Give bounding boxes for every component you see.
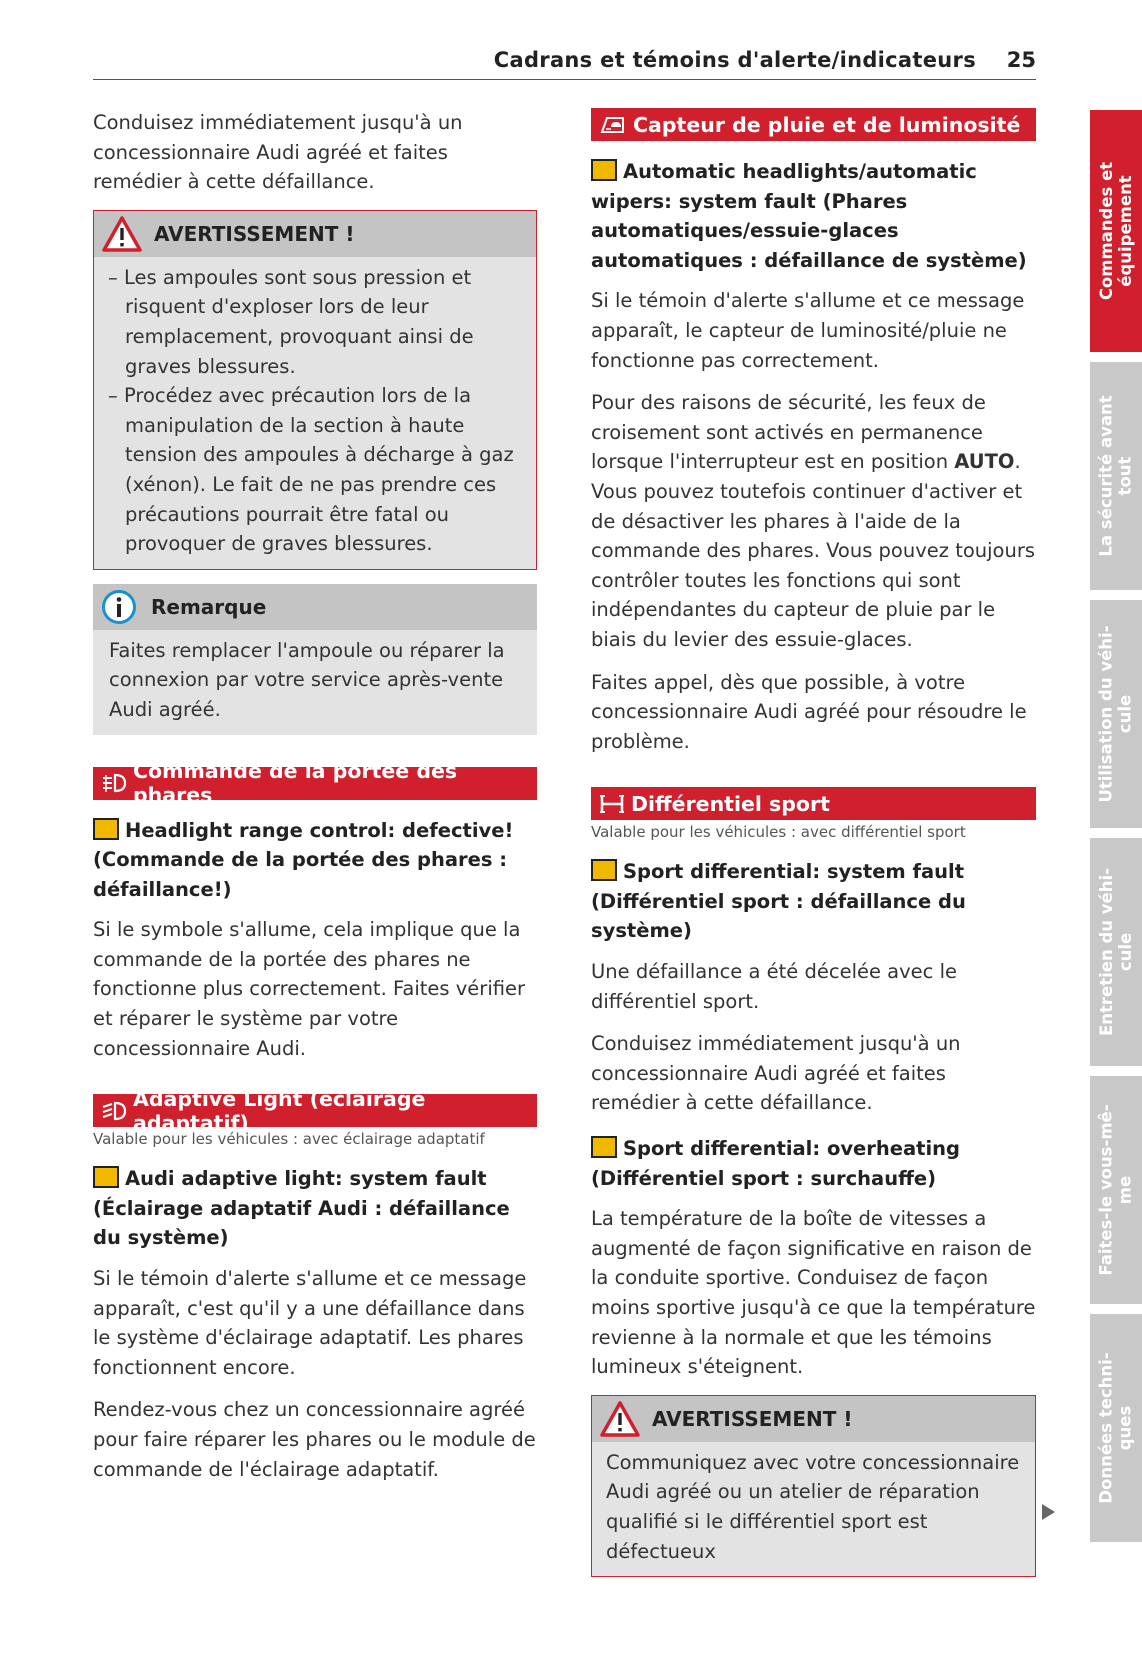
sport-diff-paragraph: La température de la boîte de vitesses a augmenté de façon significative en raison de la conduite sportive. Conduisez de façon moins sportive jusqu'à ce que la température revienne à la normale et que les témoins lumineux s'éteignent. — [591, 1207, 1036, 1379]
sport-diff-paragraph: Une défaillance a été décelée avec le différentiel sport. — [591, 960, 958, 1013]
headlight-range-indicator-icon — [93, 818, 119, 840]
warning-body — [94, 257, 536, 569]
section-header-adaptive-light — [93, 1086, 537, 1135]
headlight-range-paragraph: Si le symbole s'allume, cela implique que la commande de la portée des phares ne fonctionne plus correctement. Faites vérifier et réparer le système par votre concessionnaire Audi. — [93, 918, 526, 1060]
section-title: Commande de la portée des phares — [133, 759, 458, 807]
note-box — [93, 584, 537, 735]
subheading: Audi adaptive light: system fault (Éclairage adaptatif Audi : défaillance du système) — [93, 1167, 510, 1250]
warning-box — [591, 1395, 1036, 1577]
auto-switch-position: AUTO — [954, 450, 1015, 474]
adaptive-light-paragraph: Si le témoin d'alerte s'allume et ce message apparaît, c'est qu'il y a une défaillance dans le système d'éclairage adaptatif. Les phares fonctionnent encore. — [93, 1267, 527, 1379]
continue-arrow-icon — [1042, 1504, 1055, 1520]
section-header-headlight-range — [93, 759, 537, 807]
tab-entretien[interactable]: Entretien du véhi- cule — [1090, 838, 1142, 1066]
validity-note: Valable pour les véhicules : avec éclairage adaptatif — [93, 1130, 485, 1149]
page-number: 25 — [1006, 48, 1036, 72]
chapter-title: Cadrans et témoins d'alerte/indicateurs — [493, 48, 976, 72]
rain-light-sensor-icon — [599, 114, 627, 136]
section-header-rain-light-sensor — [591, 108, 1036, 141]
section-title: Différentiel sport — [631, 791, 830, 816]
sport-differential-indicator-icon — [591, 1136, 617, 1158]
tab-commandes-equipement[interactable]: Commandes et équipement — [1090, 110, 1142, 352]
warning-text: Communiquez avec votre concessionnaire Audi agréé ou un atelier de réparation qualifié si le différentiel sport est défectueux — [606, 1450, 1020, 1563]
subheading: Headlight range control: defective! (Commande de la portée des phares : défaillance!) — [93, 818, 514, 901]
adaptive-light-icon — [101, 1100, 127, 1122]
tab-utilisation[interactable]: Utilisation du véhi- cule — [1090, 600, 1142, 828]
left-column — [93, 108, 537, 1497]
info-icon — [101, 589, 137, 625]
warning-box — [93, 210, 537, 570]
warning-triangle-icon — [102, 216, 142, 252]
subheading: Sport differential: overheating (Différentiel sport : surchauffe) — [591, 1137, 961, 1190]
subheading: Automatic headlights/automatic wipers: system fault (Phares automatiques/essuie-glaces automatiques : défaillance de système) — [591, 160, 1027, 272]
adaptive-light-paragraph: Rendez-vous chez un concessionnaire agréé pour faire réparer les phares ou le module de commande de l'éclairage adaptatif. — [93, 1398, 536, 1481]
warning-label: AVERTISSEMENT ! — [652, 1406, 853, 1431]
page-header — [93, 44, 1036, 80]
tab-donnees-techniques[interactable]: Données techni- ques — [1090, 1314, 1142, 1542]
warning-header — [94, 211, 536, 257]
rain-sensor-paragraph: Faites appel, dès que possible, à votre concessionnaire Audi agréé pour résoudre le problème. — [591, 670, 1027, 753]
intro-paragraph: Conduisez immédiatement jusqu'à un concessionnaire Audi agréé et faites remédier à cette défaillance. — [93, 111, 463, 194]
warning-header — [592, 1396, 1035, 1442]
tab-faites-le-vous-meme[interactable]: Faites-le vous-mê- me — [1090, 1076, 1142, 1304]
warning-triangle-icon — [600, 1401, 640, 1437]
section-title: Adaptive Light (éclairage adaptatif) — [133, 1086, 426, 1135]
warning-item: – Les ampoules sont sous pression et risquent d'exploser lors de leur remplacement, provoquant ainsi de graves blessures. — [108, 265, 474, 378]
warning-label: AVERTISSEMENT ! — [154, 221, 355, 246]
subheading: Sport differential: system fault (Différentiel sport : défaillance du système) — [591, 860, 966, 943]
note-header — [93, 584, 537, 630]
headlight-range-icon — [101, 772, 127, 794]
rain-sensor-paragraph: Pour des raisons de sécurité, les feux de croisement sont activés en permanence lorsque l'interrupteur est en position AUTO. Vous pouvez toutefois continuer d'activer et de désactiver les phares à l'aide de la commande des phares. Vous pouvez toujours contrôler toutes les fonctions qui sont indépendantes du capteur de pluie par le biais du levier des essuie-glaces. — [591, 391, 1036, 651]
rain-sensor-paragraph: Si le témoin d'alerte s'allume et ce message apparaît, le capteur de luminosité/pluie ne fonctionne pas correctement. — [591, 289, 1025, 372]
section-header-sport-differential — [591, 787, 1036, 820]
right-column — [591, 108, 1036, 1591]
section-title: Capteur de pluie et de luminosité — [633, 112, 1021, 137]
warning-item: – Procédez avec précaution lors de la manipulation de la section à haute tension des ampoules à décharge à gaz (xénon). Le fait de ne pas prendre ces précautions pourrait être fatal ou provoquer de graves blessures. — [108, 384, 514, 556]
tab-securite[interactable]: La sécurité avant tout — [1090, 362, 1142, 590]
sport-differential-indicator-icon — [591, 859, 617, 881]
sport-differential-icon — [599, 793, 625, 815]
adaptive-light-indicator-icon — [93, 1166, 119, 1188]
sport-diff-paragraph: Conduisez immédiatement jusqu'à un concessionnaire Audi agréé et faites remédier à cette défaillance. — [591, 1032, 961, 1115]
rain-light-sensor-indicator-icon — [591, 159, 617, 181]
note-label: Remarque — [151, 594, 267, 619]
validity-note: Valable pour les véhicules : avec différentiel sport — [591, 823, 966, 842]
note-text: Faites remplacer l'ampoule ou réparer la connexion par votre service après-vente Audi agréé. — [109, 638, 505, 721]
